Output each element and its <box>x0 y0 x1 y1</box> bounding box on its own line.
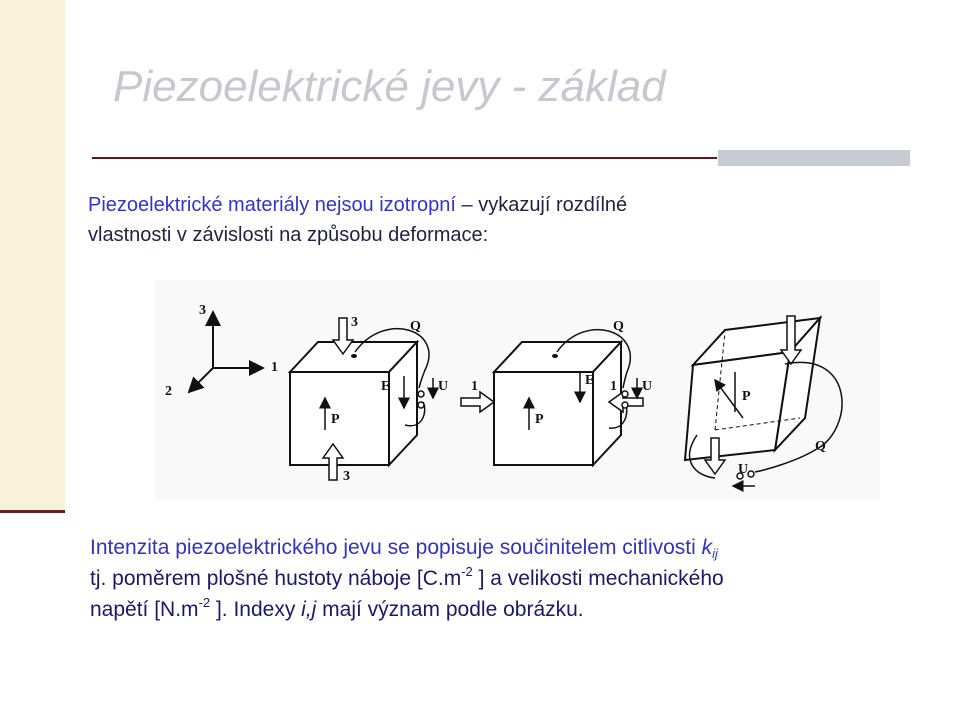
indices-symbol: i,j <box>301 598 317 621</box>
cube1-voltage-label: U <box>438 379 449 394</box>
piezo-figure <box>155 280 880 500</box>
axis-1-label: 1 <box>271 360 278 375</box>
cube1-force-top-label: 3 <box>351 315 358 330</box>
axis-2-label: 2 <box>165 384 172 399</box>
cube-1 <box>290 315 448 484</box>
body-line1: Intenzita piezoelektrického jevu se popisuje součinitelem citlivosti <box>90 536 702 559</box>
cube2-force-right-label: 1 <box>610 379 617 394</box>
title-rule-block <box>718 150 910 166</box>
axis-3-label: 3 <box>199 303 206 318</box>
intro-rest: – vykazují rozdílné <box>455 194 628 216</box>
intro-line2: vlastnosti v závislosti na způsobu deformace: <box>88 224 489 246</box>
axes-diagram <box>165 303 278 399</box>
body-paragraph <box>90 532 930 625</box>
side-band-rule <box>0 510 65 513</box>
cube-3 <box>685 316 842 486</box>
cube3-polarization-label: P <box>742 389 751 404</box>
body-line3-b: ]. Indexy <box>210 598 302 621</box>
title-rule <box>92 157 717 159</box>
coefficient-subscript: ij <box>712 546 718 561</box>
cube3-voltage-label: U <box>738 462 749 477</box>
cube2-charge-label: Q <box>613 319 624 334</box>
slide-title: Piezoelektrické jevy - základ <box>113 62 666 111</box>
coefficient-symbol: k <box>701 536 713 559</box>
body-line3-a: napětí [N.m <box>90 598 199 621</box>
side-band <box>0 0 65 512</box>
cube2-force-left-label: 1 <box>471 379 478 394</box>
cube1-polarization-label: P <box>331 412 340 427</box>
cube1-force-bottom-label: 3 <box>343 469 350 484</box>
cube1-field-label: E <box>381 379 391 394</box>
cube2-field-label: E <box>585 373 595 388</box>
intro-paragraph <box>88 190 868 250</box>
exponent-1: -2 <box>461 564 473 579</box>
cube-2 <box>461 319 652 465</box>
body-line2-a: tj. poměrem plošné hustoty náboje [C.m <box>90 567 462 590</box>
cube1-charge-label: Q <box>410 319 421 334</box>
cube3-charge-label: Q <box>815 439 826 454</box>
body-line3-c: mají význam podle obrázku. <box>316 598 584 621</box>
exponent-2: -2 <box>198 595 211 610</box>
cube2-polarization-label: P <box>535 412 544 427</box>
body-line2-b: ] a velikosti mechanického <box>472 567 724 590</box>
cube2-voltage-label: U <box>642 379 653 394</box>
intro-highlight: Piezoelektrické materiály nejsou izotropní <box>88 194 456 216</box>
